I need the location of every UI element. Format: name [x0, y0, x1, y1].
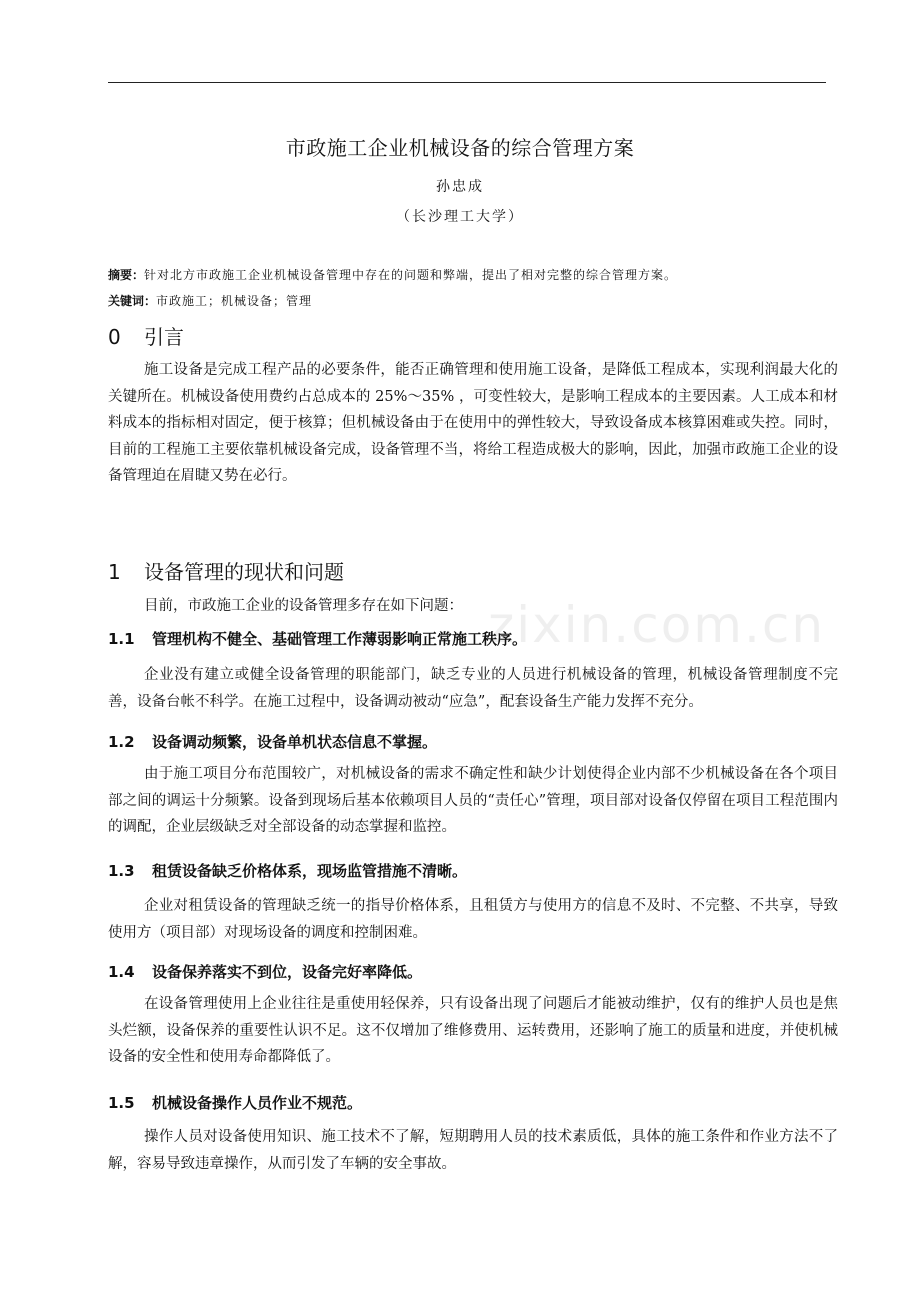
subsection-number: 1.3: [108, 862, 135, 880]
keywords: [108, 292, 838, 309]
author-affiliation: （长沙理工大学）: [396, 209, 524, 225]
section-heading-1: [108, 556, 828, 585]
subsection-title: 设备调动频繁，设备单机状态信息不掌握。: [152, 733, 438, 751]
subsection-title: 租赁设备缺乏价格体系，现场监管措施不清晰。: [152, 862, 468, 880]
section-paragraph-1: 目前，市政施工企业的设备管理多存在如下问题：: [144, 598, 463, 614]
subsection-number: 1.5: [108, 1094, 135, 1112]
keywords-text: 市政施工；机械设备；管理: [156, 294, 313, 308]
subsection-number: 1.4: [108, 963, 135, 981]
subsection-heading-1-5: [108, 1092, 828, 1113]
subsection-paragraph-1-2: 由于施工项目分布范围较广，对机械设备的需求不确定性和缺少计划使得企业内部不少机械设备在各个项目部之间的调运十分频繁。设备到现场后基本依赖项目人员的“责任心”管理，项目部对设备仅停留在项目工程范围内的调配，企业层级缺乏对全部设备的动态掌握和监控。: [108, 766, 838, 835]
subsection-paragraph-1-1: 企业没有建立或健全设备管理的职能部门，缺乏专业的人员进行机械设备的管理，机械设备管理制度不完善，设备台帐不科学。在施工过程中，设备调动被动“应急”，配套设备生产能力发挥不充分。: [108, 667, 838, 710]
section-number: 1: [108, 560, 121, 584]
subsection-number: 1.1: [108, 630, 135, 648]
subsection-paragraph-1-5: 操作人员对设备使用知识、施工技术不了解，短期聘用人员的技术素质低，具体的施工条件和作业方法不了解，容易导致违章操作，从而引发了车辆的安全事故。: [108, 1129, 838, 1172]
subsection-heading-1-4: [108, 961, 828, 982]
abstract-text: 针对北方市政施工企业机械设备管理中存在的问题和弊端，提出了相对完整的综合管理方案。: [144, 268, 678, 282]
subsection-heading-1-3: [108, 860, 828, 881]
section-title: 引言: [144, 325, 184, 349]
subsection-heading-1-1: [108, 628, 828, 649]
subsection-title: 管理机构不健全、基础管理工作薄弱影响正常施工秩序。: [152, 630, 528, 648]
section-heading-0: [108, 321, 828, 350]
watermark-text: zixin.com.cn: [488, 596, 826, 654]
section-number: 0: [108, 325, 121, 349]
paper-title: 市政施工企业机械设备的综合管理方案: [285, 136, 635, 160]
section-paragraph-0: 施工设备是完成工程产品的必要条件，能否正确管理和使用施工设备，是降低工程成本，实现利润最大化的关键所在。机械设备使用费约占总成本的 25%～35% ，可变性较大，是影响工程成本的主要因素。人工成本和材料成本的指标相对固定，便于核算；但机械设备由于在使用中的弹性较大，导致设备成本核算困难或失控。同时，目前的工程施工主要依靠机械设备完成，设备管理不当，将给工程造成极大的影响，因此，加强市政施工企业的设备管理迫在眉睫又势在必行。: [108, 362, 838, 484]
keywords-label: 关键词：: [108, 294, 157, 308]
abstract: [108, 266, 838, 283]
author-name: 孙忠成: [436, 179, 484, 195]
abstract-label: 摘要：: [108, 268, 145, 282]
subsection-title: 机械设备操作人员作业不规范。: [152, 1094, 363, 1112]
subsection-paragraph-1-3: 企业对租赁设备的管理缺乏统一的指导价格体系，且租赁方与使用方的信息不及时、不完整、不共享，导致使用方（项目部）对现场设备的调度和控制困难。: [108, 898, 838, 941]
subsection-number: 1.2: [108, 733, 135, 751]
subsection-heading-1-2: [108, 731, 828, 752]
header-rule: [108, 82, 826, 83]
section-title: 设备管理的现状和问题: [144, 560, 344, 584]
subsection-paragraph-1-4: 在设备管理使用上企业往往是重使用轻保养，只有设备出现了问题后才能被动维护，仅有的维护人员也是焦头烂额，设备保养的重要性认识不足。这不仅增加了维修费用、运转费用，还影响了施工的质量和进度，并使机械设备的安全性和使用寿命都降低了。: [108, 996, 838, 1065]
subsection-title: 设备保养落实不到位，设备完好率降低。: [152, 963, 423, 981]
